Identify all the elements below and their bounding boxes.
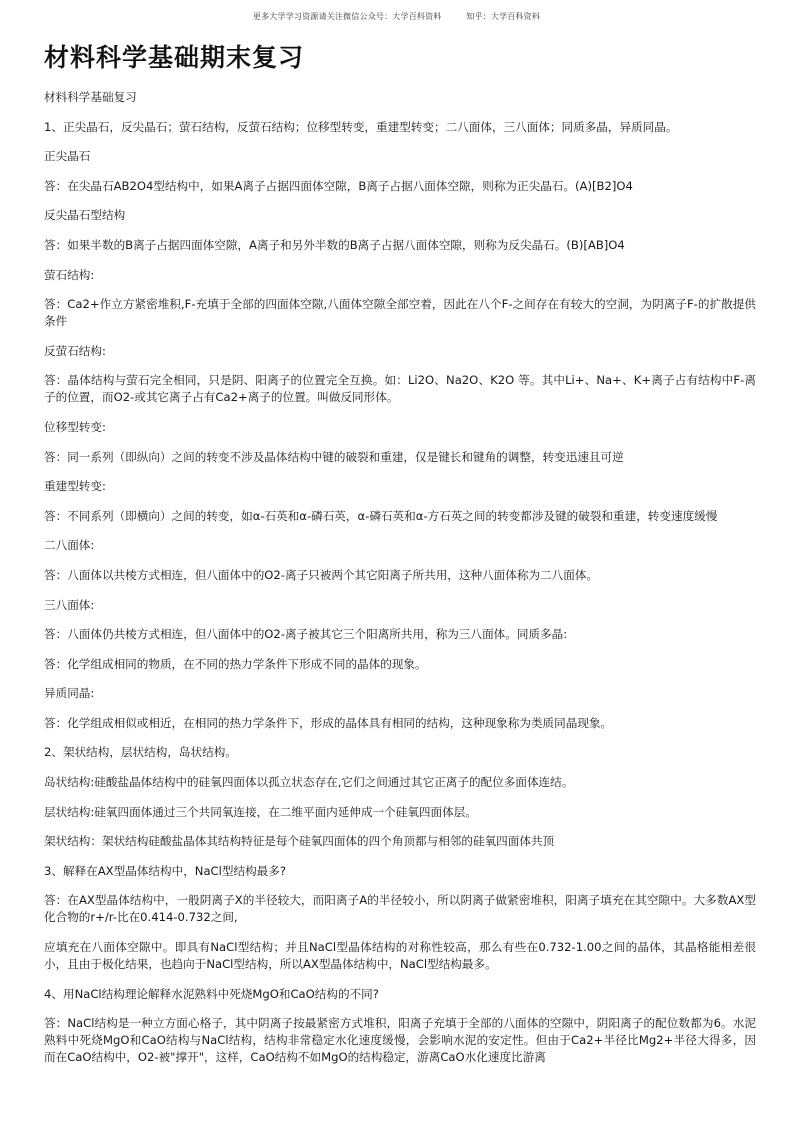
paragraph: 2、架状结构，层状结构，岛状结构。 [44, 745, 237, 760]
document-title: 材料科学基础期末复习 [44, 43, 305, 72]
paragraph: 层状结构:硅氧四面体通过三个共同氧连接，在二维平面内延伸成一个硅氧四面体层。 [44, 804, 477, 819]
paragraph: 答：化学组成相似或相近，在相同的热力学条件下，形成的晶体具有相同的结构，这种现象称为类质同晶现象。 [44, 715, 613, 730]
paragraph: 答：八面体仍共棱方式相连，但八面体中的O2-离子被其它三个阳离所共用，称为三八面体。同质多晶: [44, 627, 568, 642]
paragraph: 二八面体: [44, 538, 95, 553]
page-header [0, 11, 793, 22]
paragraph: 答：同一系列（即纵向）之间的转变不涉及晶体结构中键的破裂和重建，仅是键长和键角的调整，转变迅速且可逆 [44, 449, 624, 464]
paragraph: 3、解释在AX型晶体结构中，NaCl型结构最多? [44, 863, 286, 878]
paragraph: 架状结构：架状结构硅酸盐晶体其结构特征是每个硅氧四面体的四个角顶都与相邻的硅氧四面体共顶 [44, 834, 555, 849]
paragraph: 位移型转变: [44, 419, 106, 434]
paragraph: 三八面体: [44, 597, 95, 612]
paragraph: 答：如果半数的B离子占据四面体空隙，A离子和另外半数的B离子占据八面体空隙，则称为反尖晶石。(B)[AB]O4 [44, 237, 625, 252]
paragraph: 异质同晶: [44, 686, 95, 701]
paragraph: 1、正尖晶石，反尖晶石；萤石结构，反萤石结构；位移型转变，重建型转变；二八面体，三八面体；同质多晶，异质同晶。 [44, 119, 678, 134]
paragraph: 答：Ca2+作立方紧密堆积,F-充填于全部的四面体空隙,八面体空隙全部空着，因此在八个F-之间存在有较大的空洞，为阴离子F-的扩散提供条件 [44, 297, 756, 329]
paragraph: 萤石结构: [44, 267, 95, 282]
paragraph: 答：在尖晶石AB2O4型结构中，如果A离子占据四面体空隙，B离子占据八面体空隙，则称为正尖晶石。(A)[B2]O4 [44, 178, 633, 193]
paragraph: 反萤石结构: [44, 343, 106, 358]
document-body [44, 89, 756, 1079]
paragraph: 答：在AX型晶体结构中，一般阴离子X的半径较大，而阳离子A的半径较小，所以阴离子做紧密堆积，阳离子填充在其空隙中。大多数AX型化合物的r+/r-比在0.414-0.732之间, [44, 893, 756, 925]
paragraph: 重建型转变: [44, 479, 106, 494]
paragraph: 答：不同系列（即横向）之间的转变，如α-石英和α-磷石英，α-磷石英和α-方石英之间的转变都涉及键的破裂和重建，转变速度缓慢 [44, 508, 718, 523]
paragraph: 应填充在八面体空隙中。即具有NaCl型结构；并且NaCl型晶体结构的对称性较高，那么有些在0.732-1.00之间的晶体，其晶格能相差很小，且由于极化结果，也趋向于NaCl型结构，所以AX型晶体结构中，NaCl型结构最多。 [44, 940, 756, 972]
header-zhihu-note: 知乎：大学百科资料 [466, 12, 541, 21]
paragraph: 答：晶体结构与萤石完全相同，只是阴、阳离子的位置完全互换。如：Li2O、Na2O、K2O 等。其中Li+、Na+、K+离子占有结构中F-离子的位置，而O2-或其它离子占有Ca2+离子的位置。叫做反同形体。 [44, 373, 756, 405]
paragraph: 岛状结构:硅酸盐晶体结构中的硅氧四面体以孤立状态存在,它们之间通过其它正离子的配位多面体连结。 [44, 775, 574, 790]
paragraph: 4、用NaCl结构理论解释水泥熟料中死烧MgO和CaO结构的不同? [44, 986, 379, 1001]
paragraph: 材料科学基础复习 [44, 90, 137, 104]
paragraph: 答：化学组成相同的物质，在不同的热力学条件下形成不同的晶体的现象。 [44, 656, 427, 671]
paragraph: 反尖晶石型结构 [44, 208, 126, 223]
paragraph: 正尖晶石 [44, 149, 91, 164]
paragraph: 答：八面体以共棱方式相连，但八面体中的O2-离子只被两个其它阳离子所共用，这种八面体称为二八面体。 [44, 567, 599, 582]
header-wechat-note: 更多大学学习资源请关注微信公众号：大学百科资料 [252, 12, 442, 21]
paragraph: 答：NaCl结构是一种立方面心格子，其中阴离子按最紧密方式堆积，阳离子充填于全部的八面体的空隙中，阴阳离子的配位数都为6。水泥熟料中死烧MgO和CaO结构与NaCl结构，结构非常稳定水化速度缓慢，会影响水泥的安定性。但由于Ca2+半径比Mg2+半径大得多，因而在CaO结构中，O2-被"撑开"，这样，CaO结构不如MgO的结构稳定，游离CaO水化速度比游离 [44, 1016, 756, 1065]
